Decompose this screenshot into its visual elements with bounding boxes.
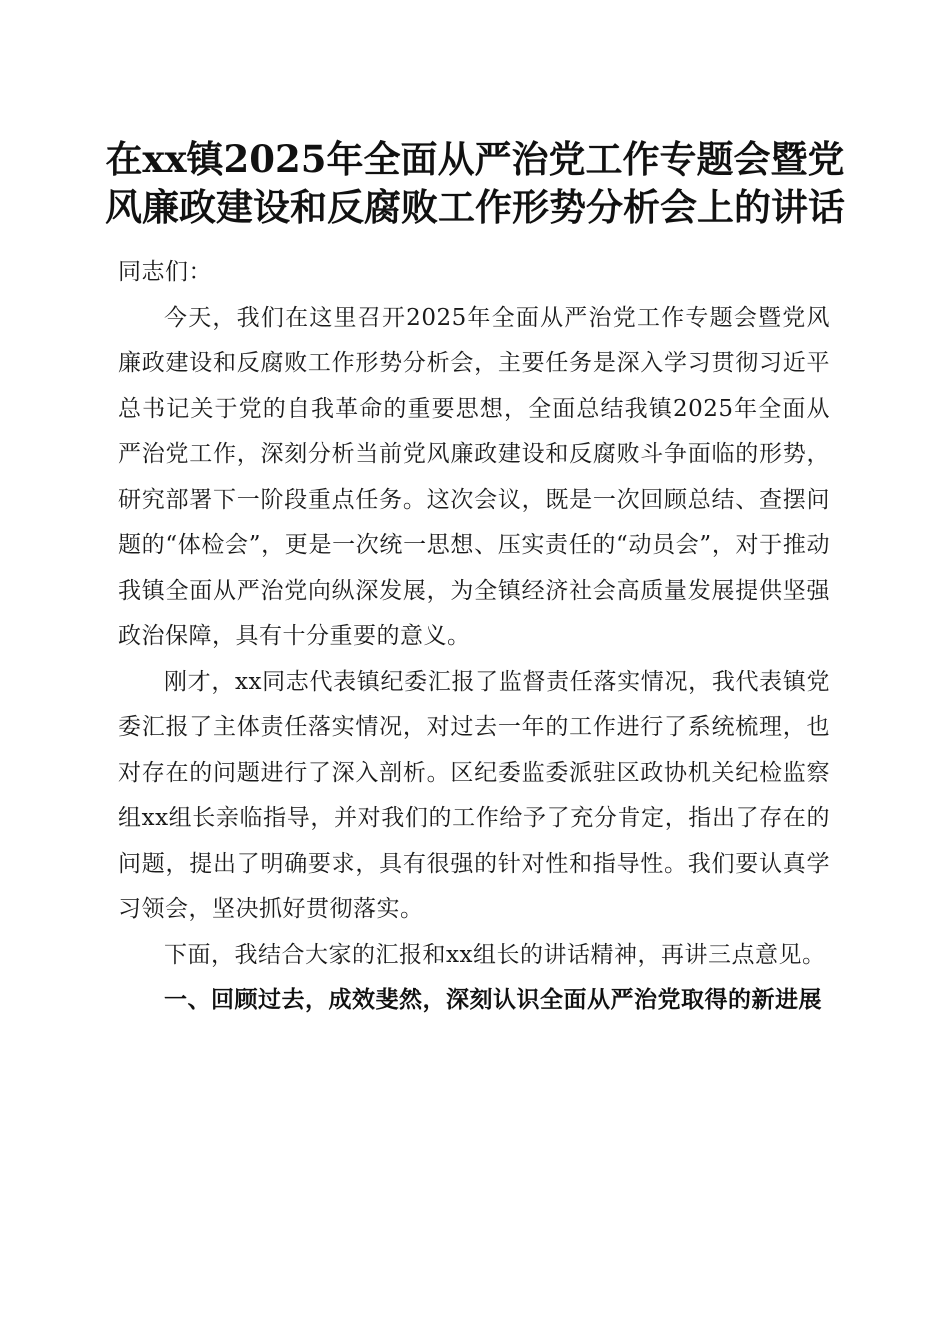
greeting: 同志们： (118, 259, 212, 285)
paragraph-reports: 刚才，xx同志代表镇纪委汇报了监督责任落实情况，我代表镇党委汇报了主体责任落实情况，对过去一年的工作进行了系统梳理，也对存在的问题进行了深入剖析。区纪委监委派驻区政协机关纪检监察组xx组长亲临指导，并对我们的工作给予了充分肯定，指出了存在的问题，提出了明确要求，具有很强的针对性和指导性。我们要认真学习领会，坚决抓好贯彻落实。 (118, 668, 830, 922)
document-body (118, 250, 830, 1024)
section-heading-1: 一、回顾过去，成效斐然，深刻认识全面从严治党取得的新进展 (164, 987, 822, 1013)
title-line-2: 风廉政建设和反腐败工作形势分析会上的讲话 (105, 185, 845, 229)
document-title (100, 135, 850, 231)
paragraph-opening: 今天，我们在这里召开2025年全面从严治党工作专题会暨党风廉政建设和反腐败工作形势分析会，主要任务是深入学习贯彻习近平总书记关于党的自我革命的重要思想，全面总结我镇2025年全面从严治党工作，深刻分析当前党风廉政建设和反腐败斗争面临的形势，研究部署下一阶段重点任务。这次会议，既是一次回顾总结、查摆问题的“体检会”，更是一次统一思想、压实责任的“动员会”，对于推动我镇全面从严治党向纵深发展，为全镇经济社会高质量发展提供坚强政治保障，具有十分重要的意义。 (118, 304, 830, 649)
paragraph-transition: 下面，我结合大家的汇报和xx组长的讲话精神，再讲三点意见。 (164, 941, 826, 968)
title-line-1: 在xx镇2025年全面从严治党工作专题会暨党 (105, 137, 845, 181)
